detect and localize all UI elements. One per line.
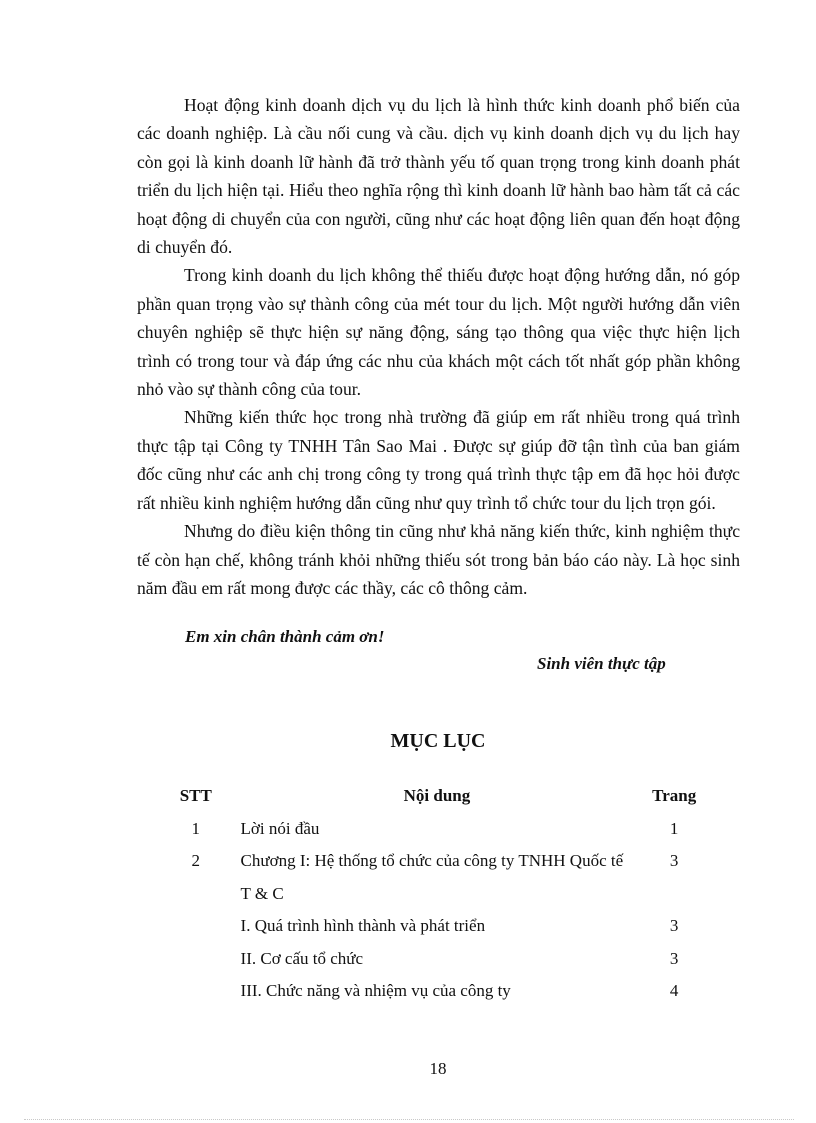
toc-header-row [155, 780, 715, 813]
toc-row [155, 975, 715, 1008]
toc-row-content: Lời nói đầu [240, 818, 320, 838]
toc-row [155, 910, 715, 943]
signature-line: Sinh viên thực tập [537, 654, 666, 673]
toc-row-stt: 1 [191, 818, 201, 838]
paragraph-2: Trong kinh doanh du lịch không thể thiếu được hoạt động hướng dẫn, nó góp phần quan trọng vào sự thành công của mét tour du lịch. Một người hướng dẫn viên chuyên nghiệp sẽ thực hiện sự năng động, sáng tạo thông qua việc thực hiện lịch trình có trong tour và đáp ứng các nhu của khách một cách tốt nhất góp phần không nhỏ vào sự thành công của tour. [137, 265, 740, 400]
toc-row-page: 1 [669, 818, 679, 838]
toc-table [155, 780, 715, 1008]
paragraph-1: Hoạt động kinh doanh dịch vụ du lịch là hình thức kinh doanh phổ biến của các doanh nghiệp. Là cầu nối cung và cầu. dịch vụ kinh doanh dịch vụ du lịch hay còn gọi là kinh doanh lữ hành đã trở thành yếu tố quan trọng trong kinh doanh phát triển du lịch hiện tại. Hiểu theo nghĩa rộng thì kinh doanh lữ hành bao hàm tất cả các hoạt động di chuyển của con người, cũng như các hoạt động liên quan đến hoạt động di chuyển đó. [137, 95, 740, 258]
introduction-body [137, 91, 740, 602]
toc-row [155, 813, 715, 846]
toc-row-stt [155, 975, 237, 1008]
toc-row [155, 943, 715, 976]
closing-thanks: Em xin chân thành cảm ơn! [185, 627, 385, 646]
toc-row [155, 845, 715, 910]
page-number: 18 [429, 1059, 447, 1078]
toc-row-page: 3 [669, 916, 679, 935]
toc-row-page: 3 [669, 851, 679, 870]
page-bottom-divider [24, 1119, 794, 1120]
toc-header-page: Trang [652, 786, 697, 805]
toc-row-content: Chương I: Hệ thống tổ chức của công ty TNHH Quốc tế T & C [240, 851, 624, 903]
toc-row-content: II. Cơ cấu tổ chức [240, 948, 364, 968]
toc-row-stt: 2 [191, 851, 201, 870]
toc-header-content: Nội dung [403, 786, 471, 805]
toc-row-page: 3 [669, 948, 679, 968]
paragraph-3: Những kiến thức học trong nhà trường đã giúp em rất nhiều trong quá trình thực tập tại Công ty TNHH Tân Sao Mai . Được sự giúp đỡ tận tình của ban giám đốc cũng như các anh chị trong công ty trong quá trình thực tập em đã học hỏi được rất nhiều kinh nghiệm hướng dẫn cũng như quy trình tổ chức tour du lịch trọn gói. [137, 407, 740, 513]
toc-title: MỤC LỤC [390, 730, 486, 752]
paragraph-4: Nhưng do điều kiện thông tin cũng như khả năng kiến thức, kinh nghiệm thực tế còn hạn chế, không tránh khỏi những thiếu sót trong bản báo cáo này. Là học sinh năm đầu em rất mong được các thầy, các cô thông cảm. [137, 521, 740, 598]
toc-row-stt [155, 910, 237, 943]
toc-row-content: I. Quá trình hình thành và phát triển [240, 916, 486, 935]
toc-row-stt [155, 943, 237, 976]
toc-row-page: 4 [669, 981, 679, 1000]
toc-row-content: III. Chức năng và nhiệm vụ của công ty [240, 981, 511, 1000]
toc-header-stt: STT [179, 786, 212, 805]
